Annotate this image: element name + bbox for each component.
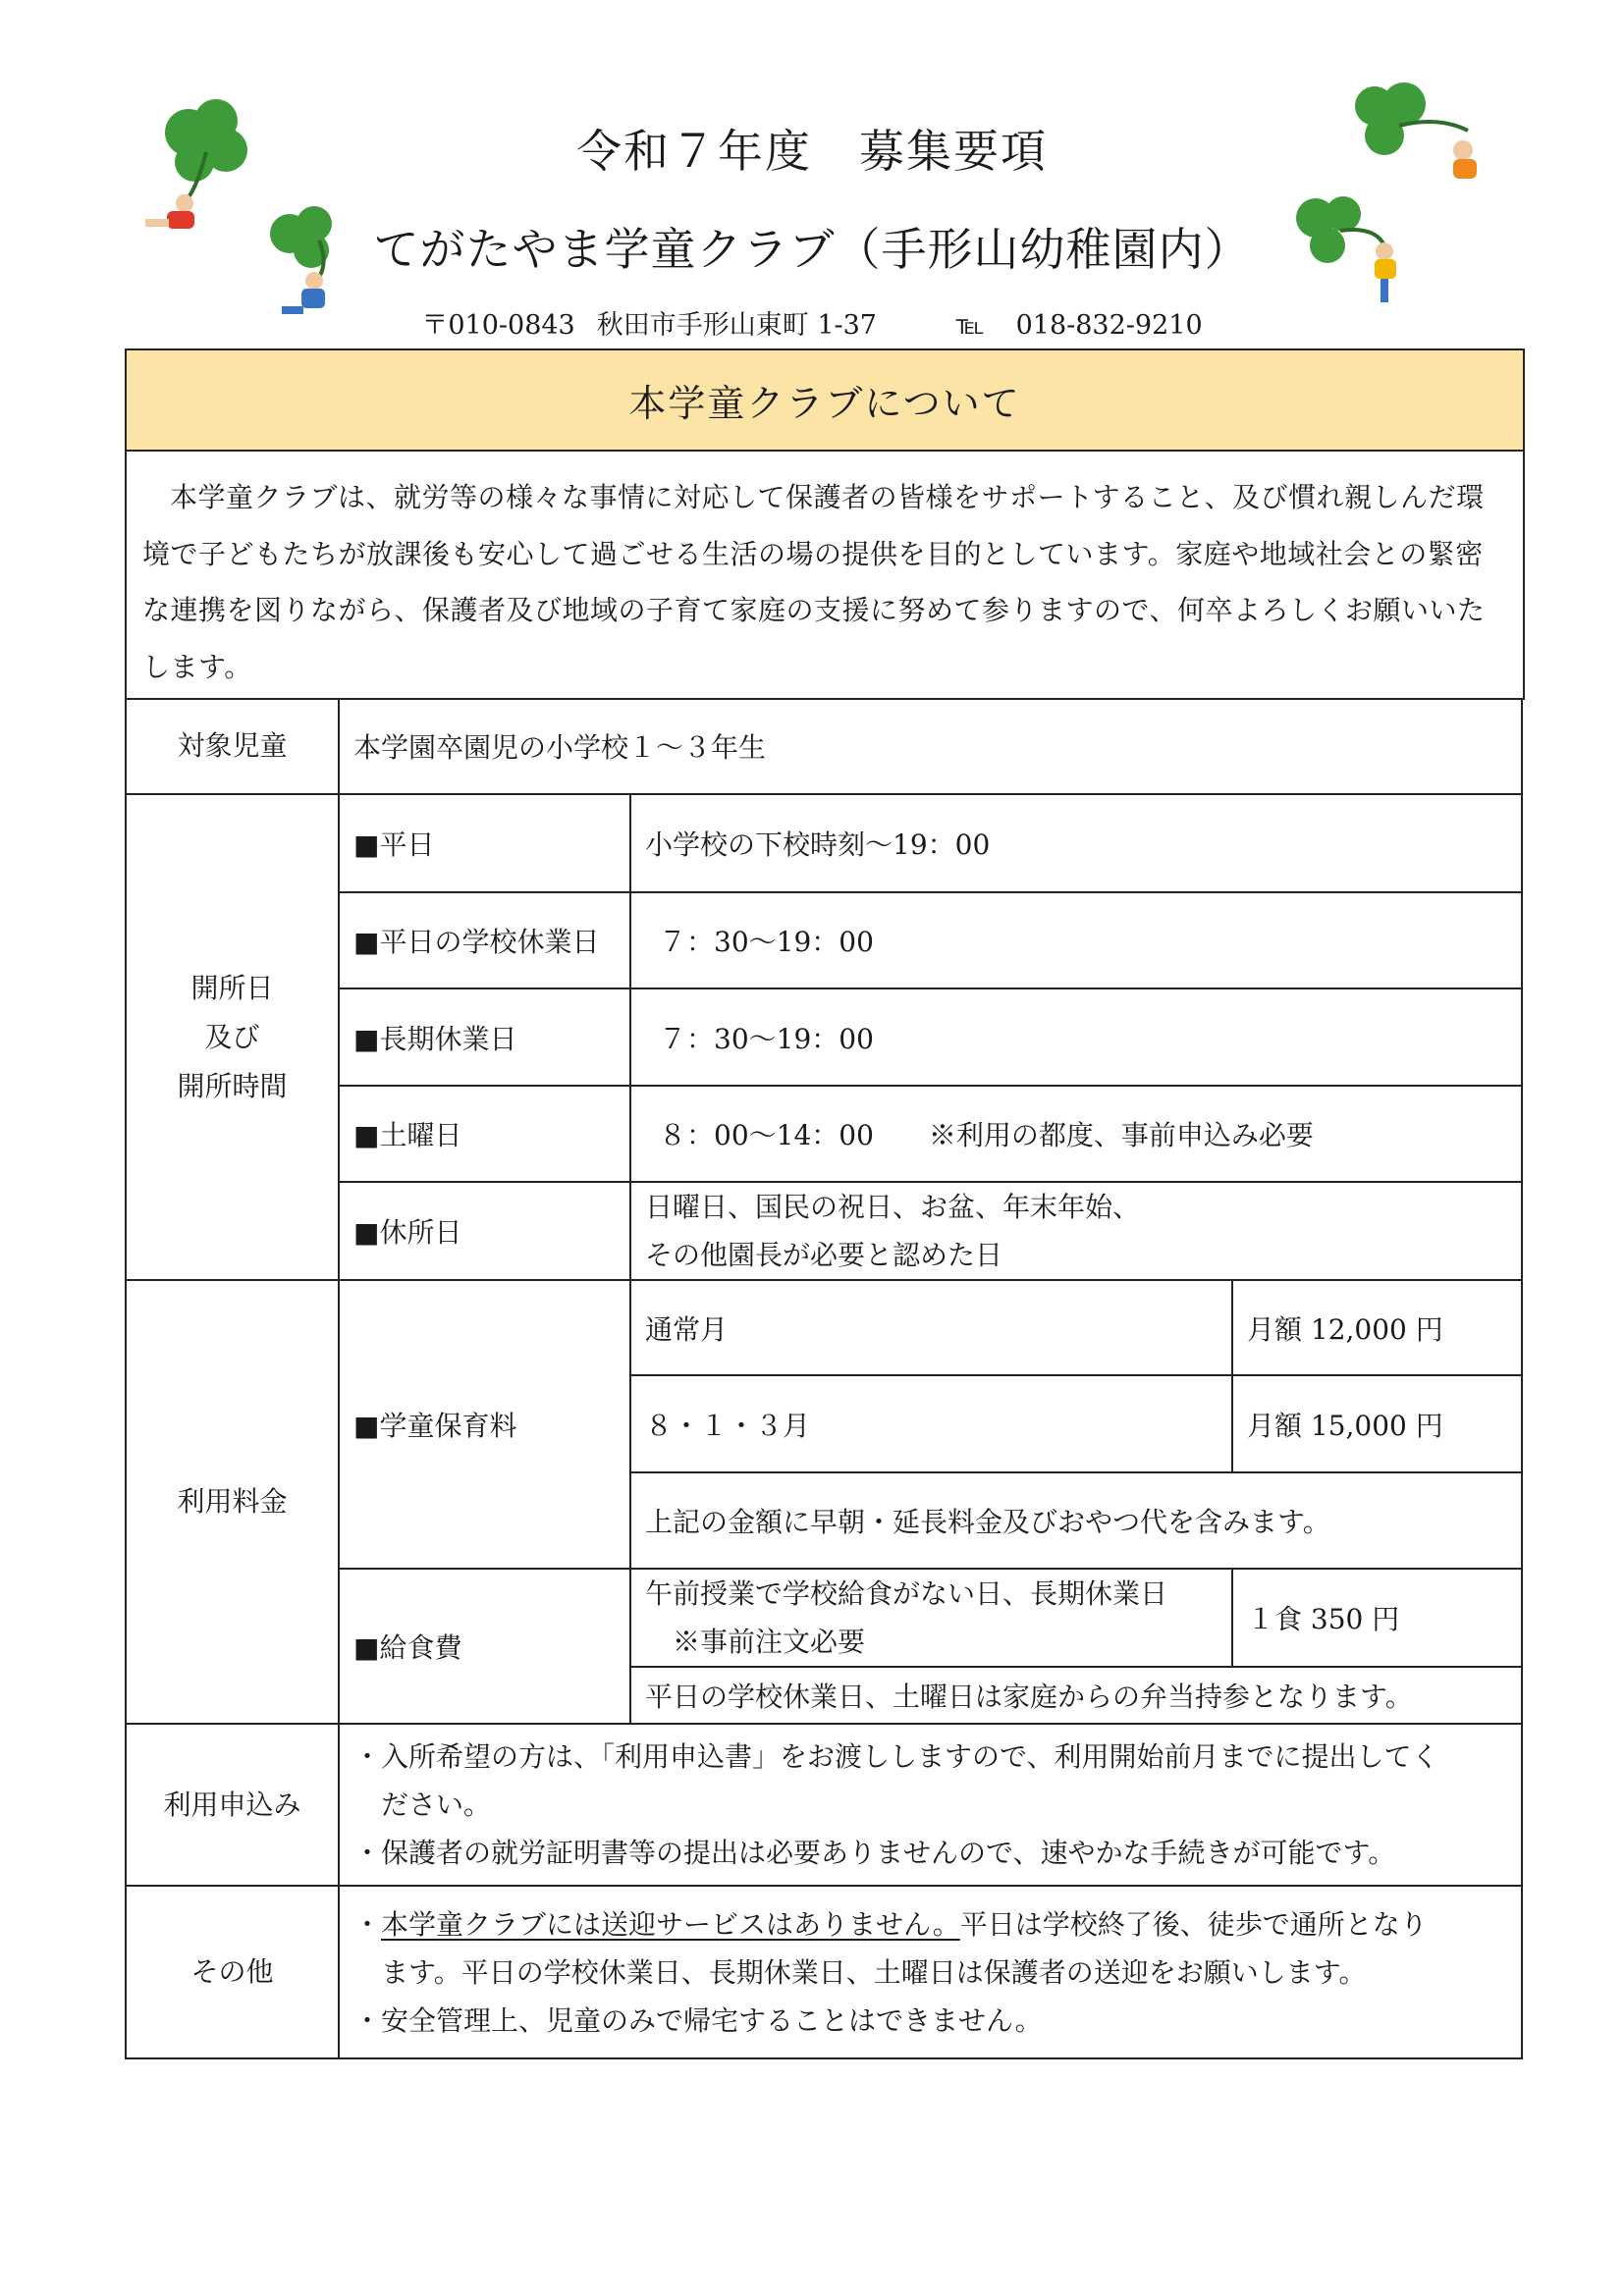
target-label: 対象児童 bbox=[126, 698, 339, 794]
meal-amount: １食 350 円 bbox=[1232, 1569, 1522, 1667]
hours-label-closed: ■休所日 bbox=[339, 1182, 630, 1280]
application-row bbox=[126, 1724, 1522, 1886]
hours-value-saturday: ８：00～14：00 ※利用の都度、事前申込み必要 bbox=[630, 1086, 1522, 1182]
fees-row bbox=[126, 1280, 1522, 1375]
target-row bbox=[126, 698, 1522, 794]
application-label: 利用申込み bbox=[126, 1724, 339, 1886]
hours-row bbox=[126, 794, 1522, 892]
tel-label: ℡ bbox=[955, 310, 985, 341]
hours-value-closed: 日曜日、国民の祝日、お盆、年末年始、 その他園長が必要と認めた日 bbox=[630, 1182, 1522, 1280]
other-text: ・本学童クラブには送迎サービスはありません。平日は学校終了後、徒歩で通所となり ます。平日の学校休業日、長期休業日、土曜日は保護者の送迎をお願いします。 ・安全管理上、児童のみで帰宅することはできません。 bbox=[339, 1886, 1522, 2058]
meal-condition: 午前授業で学校給食がない日、長期休業日 ※事前注文必要 bbox=[630, 1569, 1232, 1667]
other-row bbox=[126, 1886, 1522, 2058]
application-text: ・入所希望の方は、「利用申込書」をお渡ししますので、利用開始前月までに提出してく ださい。 ・保護者の就労証明書等の提出は必要ありませんので、速やかな手続きが可能です。 bbox=[339, 1724, 1522, 1886]
no-transport-notice: 本学童クラブには送迎サービスはありません。 bbox=[381, 1907, 960, 1941]
info-table bbox=[125, 698, 1523, 2059]
hours-label-saturday: ■土曜日 bbox=[339, 1086, 630, 1182]
club-name: てがたやま学童クラブ（手形山幼稚園内） bbox=[373, 223, 1251, 276]
about-section bbox=[125, 348, 1525, 700]
tel-number: 018-832-9210 bbox=[1015, 310, 1203, 341]
about-body: 本学童クラブは、就労等の様々な事情に対応して保護者の皆様をサポートすること、及び慣れ親しんだ環境で子どもたちが放課後も安心して過ごせる生活の場の提供を目的としています。家庭や地域社会との緊密な連携を図りながら、保護者及び地域の子育て家庭の支援に努めて参りますので、何卒よろしくお願いいたします。 bbox=[127, 452, 1523, 700]
hours-value-weekday: 小学校の下校時刻～19：00 bbox=[630, 794, 1522, 892]
address-line bbox=[0, 303, 1624, 342]
special-month-label: ８・１・３月 bbox=[630, 1375, 1232, 1472]
page-title: 令和７年度 募集要項 bbox=[576, 125, 1048, 178]
tuition-note: 上記の金額に早朝・延長料金及びおやつ代を含みます。 bbox=[630, 1472, 1522, 1569]
hours-label-school-holiday: ■平日の学校休業日 bbox=[339, 892, 630, 988]
target-value: 本学園卒園児の小学校１～３年生 bbox=[339, 698, 1522, 794]
hours-label-weekday: ■平日 bbox=[339, 794, 630, 892]
normal-month-amount: 月額 12,000 円 bbox=[1232, 1280, 1522, 1375]
meal-note: 平日の学校休業日、土曜日は家庭からの弁当持参となります。 bbox=[630, 1667, 1522, 1724]
postal-code: 〒010-0843 bbox=[421, 310, 575, 341]
meal-label: ■給食費 bbox=[339, 1569, 630, 1724]
tuition-label: ■学童保育料 bbox=[339, 1280, 630, 1569]
street-address: 秋田市手形山東町 1-37 bbox=[596, 310, 877, 341]
fees-label: 利用料金 bbox=[126, 1280, 339, 1724]
hours-value-school-holiday: ７：30～19：00 bbox=[630, 892, 1522, 988]
about-heading: 本学童クラブについて bbox=[127, 350, 1523, 452]
special-month-amount: 月額 15,000 円 bbox=[1232, 1375, 1522, 1472]
normal-month-label: 通常月 bbox=[630, 1280, 1232, 1375]
hours-value-long-vacation: ７：30～19：00 bbox=[630, 988, 1522, 1086]
saturday-note: ※利用の都度、事前申込み必要 bbox=[928, 1119, 1314, 1151]
hours-label: 開所日 及び 開所時間 bbox=[126, 794, 339, 1280]
hours-label-long-vacation: ■長期休業日 bbox=[339, 988, 630, 1086]
other-label: その他 bbox=[126, 1886, 339, 2058]
